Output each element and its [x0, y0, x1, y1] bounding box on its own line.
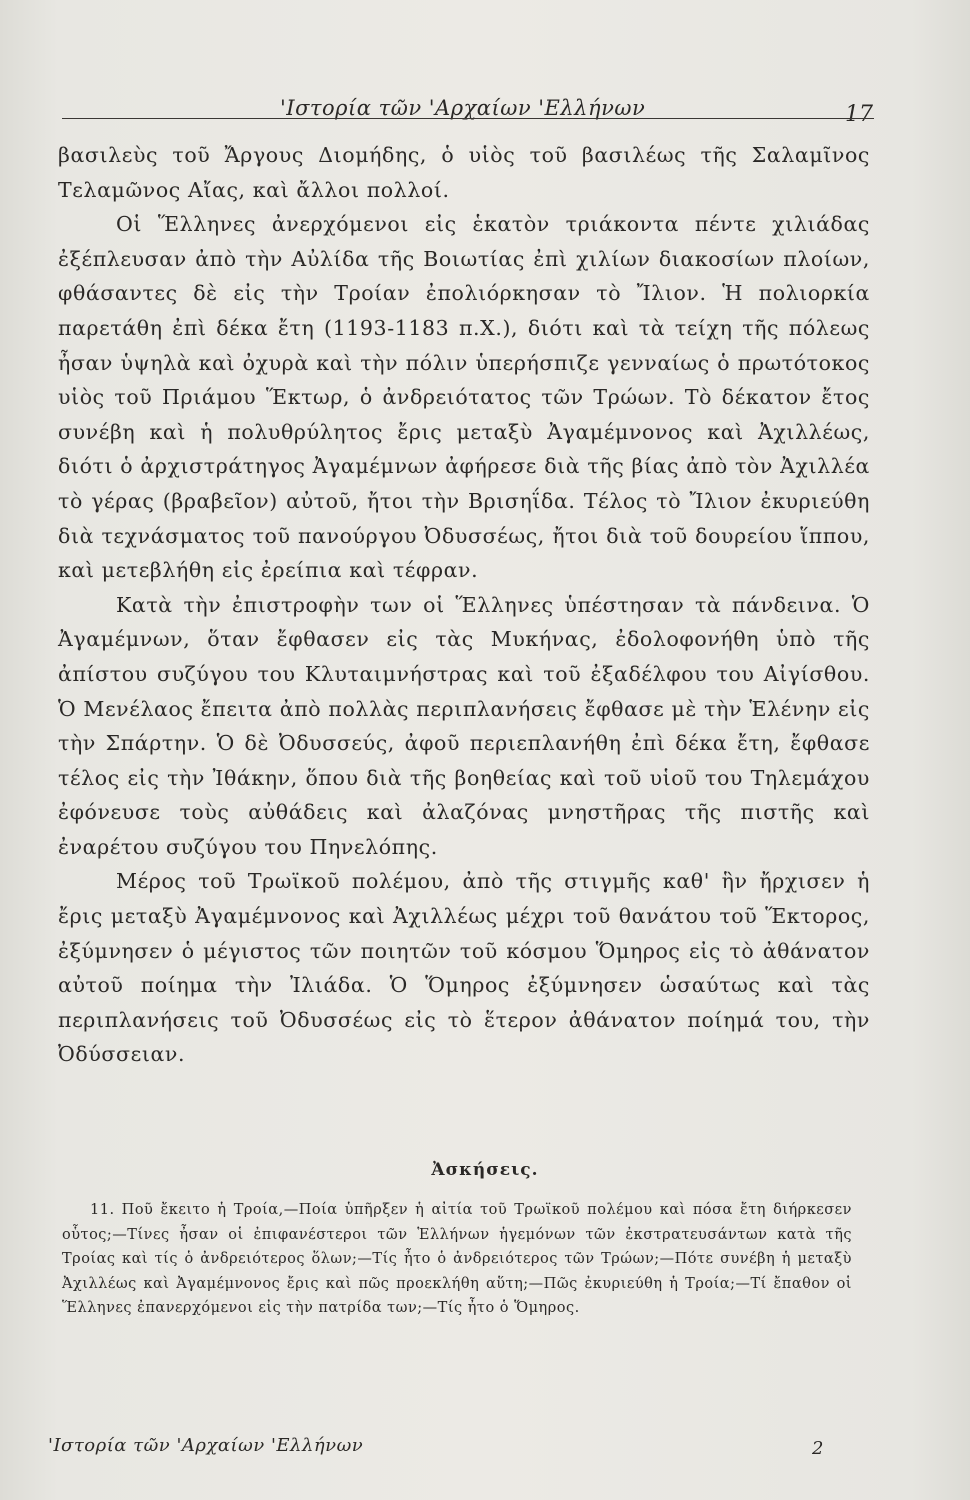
body-text: [58, 138, 870, 1072]
paragraph-return: Κατὰ τὴν ἐπιστροφὴν των οἱ Ἕλληνες ὑπέστησαν τὰ πάνδεινα. Ὁ Ἀγαμέμνων, ὅταν ἔφθασεν εἰς τὰς Μυκήνας, ἐδολοφονήθη ὑπὸ τῆς ἀπίστου συζύγου του Κλυταιμνήστρας καὶ τοῦ ἐξαδέλφου του Αἰγίσθου. Ὁ Μενέλαος ἔπειτα ἀπὸ πολλὰς περιπλανήσεις ἔφθασε μὲ τὴν Ἑλένην εἰς τὴν Σπάρτην. Ὁ δὲ Ὀδυσσεύς, ἀφοῦ περιεπλανήθη ἐπὶ δέκα ἔτη, ἔφθασε τέλος εἰς τὴν Ἰθάκην, ὅπου διὰ τῆς βοηθείας καὶ τοῦ υἱοῦ του Τηλεμάχου ἐφόνευσε τοὺς αὐθάδεις καὶ ἀλαζόνας μνηστῆρας τῆς πιστῆς καὶ ἐναρέτου συζύγου του Πηνελόπης.: [58, 592, 870, 859]
exercises-block: [62, 1198, 852, 1321]
paragraph-homer: Μέρος τοῦ Τρωϊκοῦ πολέμου, ἀπὸ τῆς στιγμῆς καθ' ἣν ἤρχισεν ἡ ἔρις μεταξὺ Ἀγαμέμνονος καὶ Ἀχιλλέως μέχρι τοῦ θανάτου τοῦ Ἕκτορος, ἐξύμνησεν ὁ μέγιστος τῶν ποιητῶν τοῦ κόσμου Ὅμηρος εἰς τὸ ἀθάνατον αὐτοῦ ποίημα τὴν Ἰλιάδα. Ὁ Ὅμηρος ἐξύμνησεν ὡσαύτως καὶ τὰς περιπλανήσεις τοῦ Ὀδυσσέως εἰς τὸ ἕτερον ἀθάνατον ποίημά του, τὴν Ὀδύσσειαν.: [58, 869, 870, 1067]
paragraph-continuation: βασιλεὺς τοῦ Ἄργους Διομήδης, ὁ υἱὸς τοῦ βασιλέως τῆς Σαλαμῖνος Τελαμῶνος Αἴας, καὶ ἄλλοι πολλοί.: [58, 143, 870, 202]
running-title: 'Ιστορία τῶν 'Αρχαίων 'Ελλήνων: [280, 96, 646, 120]
header-rule: [62, 118, 874, 119]
footer-book-title: 'Ιστορία τῶν 'Αρχαίων 'Ελλήνων: [48, 1435, 364, 1456]
exercise-questions: 11. Ποῦ ἔκειτο ἡ Τροία,—Ποία ὑπῆρξεν ἡ αἰτία τοῦ Τρωϊκοῦ πολέμου καὶ πόσα ἔτη διήρκεσεν οὗτος;—Τίνες ἦσαν οἱ ἐπιφανέστεροι τῶν Ἑλλήνων ἡγεμόνων τῶν ἐκστρατευσάντων κατὰ τῆς Τροίας καὶ τίς ὁ ἀνδρειότερος ὅλων;—Τίς ἦτο ὁ ἀνδρειότερος τῶν Τρώων;—Πότε συνέβη ἡ μεταξὺ Ἀχιλλέως καὶ Ἀγαμέμνονος ἔρις καὶ πῶς προεκλήθη αὕτη;—Πῶς ἐκυριεύθη ἡ Τροία;—Τί ἔπαθον οἱ Ἕλληνες ἐπανερχόμενοι εἰς τὴν πατρίδα των;—Τίς ἦτο ὁ Ὅμηρος.: [62, 1202, 852, 1316]
paragraph-trojan-war: Οἱ Ἕλληνες ἀνερχόμενοι εἰς ἑκατὸν τριάκοντα πέντε χιλιάδας ἐξέπλευσαν ἀπὸ τὴν Αὐλίδα τῆς Βοιωτίας ἐπὶ χιλίων διακοσίων πλοίων, φθάσαντες δὲ εἰς τὴν Τροίαν ἐπολιόρκησαν τὸ Ἴλιον. Ἡ πολιορκία παρετάθη ἐπὶ δέκα ἔτη (1193-1183 π.Χ.), διότι καὶ τὰ τείχη τῆς πόλεως ἦσαν ὑψηλὰ καὶ ὀχυρὰ καὶ τὴν πόλιν ὑπερήσπιζε γενναίως ὁ πρωτότοκος υἱὸς τοῦ Πριάμου Ἕκτωρ, ὁ ἀνδρειότατος τῶν Τρώων. Τὸ δέκατον ἔτος συνέβη καὶ ἡ πολυθρύλητος ἔρις μεταξὺ Ἀγαμέμνονος καὶ Ἀχιλλέως, διότι ὁ ἀρχιστράτηγος Ἀγαμέμνων ἀφήρεσε διὰ τῆς βίας ἀπὸ τὸν Ἀχιλλέα τὸ γέρας (βραβεῖον) αὐτοῦ, ἤτοι τὴν Βρισηΐδα. Τέλος τὸ Ἴλιον ἐκυριεύθη διὰ τεχνάσματος τοῦ πανούργου Ὀδυσσέως, ἤτοι διὰ τοῦ δουρείου ἵππου, καὶ μετεβλήθη εἰς ἐρείπια καὶ τέφραν.: [58, 212, 870, 583]
signature-mark: 2: [812, 1438, 824, 1459]
exercises-heading: Ἀσκήσεις.: [431, 1160, 539, 1180]
page-number: 17: [845, 102, 873, 127]
running-header: [0, 96, 970, 136]
